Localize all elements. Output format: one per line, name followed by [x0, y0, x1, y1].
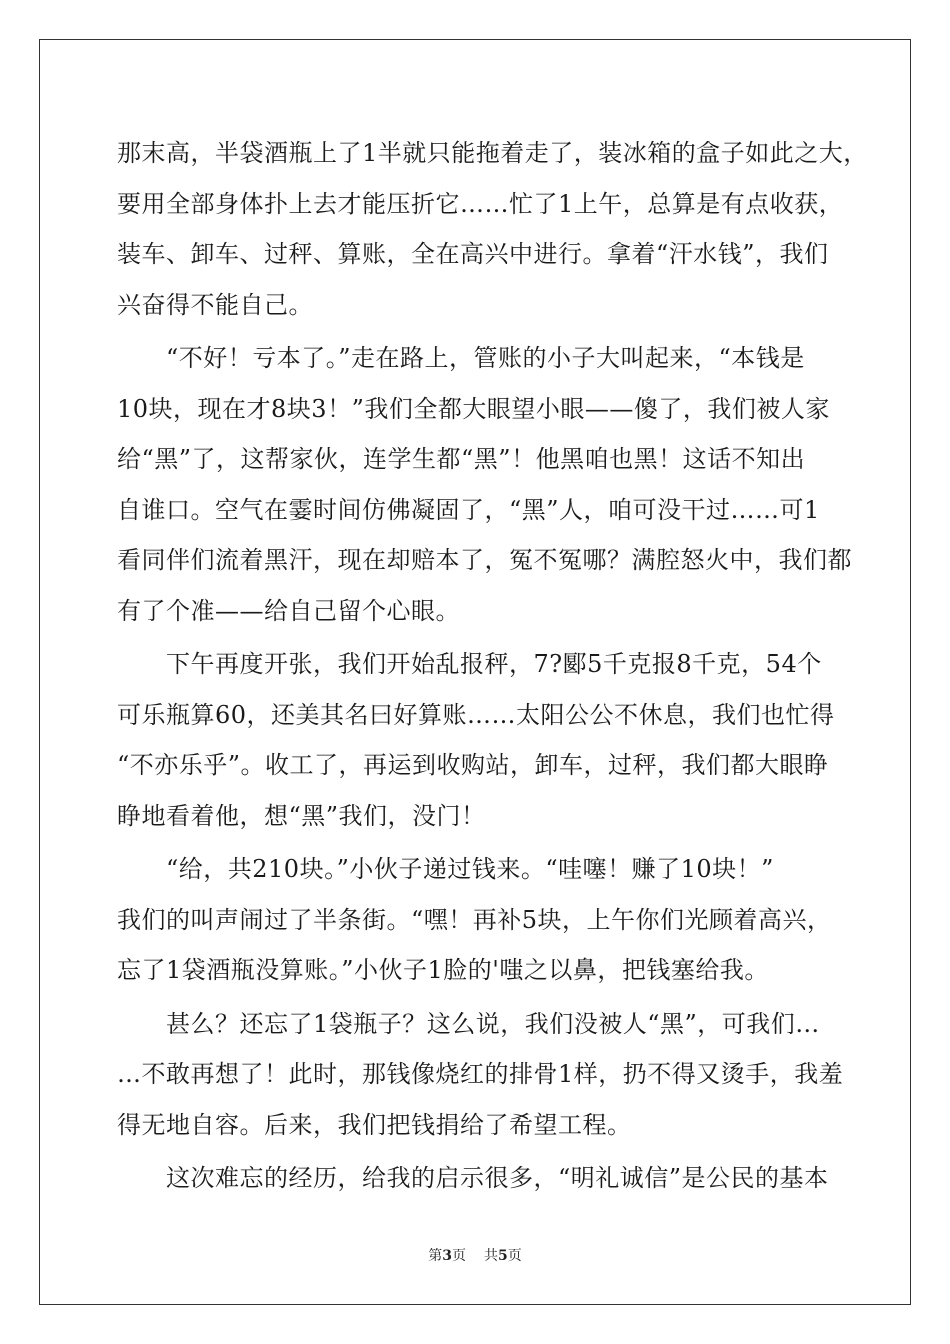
- total-prefix: 共: [484, 1248, 498, 1264]
- text-line: 下午再度开张，我们开始乱报秤，7?郾5千克报8千克，54个: [117, 650, 822, 678]
- text-line: 看同伴们流着黑汗，现在却赔本了，冤不冤哪？满腔怒火中，我们都: [117, 546, 852, 574]
- text-line: 有了个准——给自己留个心眼。: [117, 596, 460, 625]
- page-total: 5: [498, 1248, 508, 1264]
- text-line: 给“黑”了，这帮家伙，连学生都“黑”！他黑咱也黑！这话不知出: [117, 445, 806, 473]
- page-suffix: 页: [452, 1248, 466, 1264]
- text-line: 那末高，半袋酒瓶上了1半就只能拖着走了，装冰箱的盒子如此之大，: [117, 139, 868, 167]
- text-line: “不好！亏本了。”走在路上，管账的小子大叫起来，“本钱是: [117, 344, 805, 372]
- text-line: 要用全部身体扑上去才能压折它……忙了1上午，总算是有点收获，: [117, 189, 844, 218]
- text-line: 10块，现在才8块3！”我们全都大眼望小眼——傻了，我们被人家: [117, 394, 830, 423]
- page-prefix: 第: [428, 1248, 443, 1264]
- page-footer: [0, 1246, 950, 1266]
- text-line: 睁地看着他，想“黑”我们，没门！: [117, 801, 486, 830]
- text-line: 自谁口。空气在霎时间仿佛凝固了，“黑”人，咱可没干过……可1: [117, 495, 820, 524]
- text-line: 忘了1袋酒瓶没算账。”小伙子1脸的'嗤之以鼻，把钱塞给我。: [117, 956, 769, 984]
- document-body: [117, 128, 868, 1204]
- text-line: …不敢再想了！此时，那钱像烧红的排骨1样，扔不得又烫手，我羞: [117, 1060, 844, 1088]
- text-line: 装车、卸车、过秤、算账，全在高兴中进行。拿着“汗水钱”，我们: [117, 240, 829, 268]
- text-line: 兴奋得不能自己。: [117, 290, 313, 319]
- text-line: 甚么？还忘了1袋瓶子？这么说，我们没被人“黑”，可我们…: [117, 1009, 820, 1038]
- text-line: “给，共210块。”小伙子递过钱来。“哇噻！赚了10块！”: [117, 855, 774, 883]
- text-line: 可乐瓶算60，还美其名曰好算账……太阳公公不休息，我们也忙得: [117, 700, 835, 729]
- text-line: 这次难忘的经历，给我的启示很多，“明礼诚信”是公民的基本: [117, 1164, 829, 1192]
- total-suffix: 页: [507, 1248, 522, 1264]
- page-current: 3: [442, 1248, 452, 1264]
- text-line: 得无地自容。后来，我们把钱捐给了希望工程。: [117, 1110, 632, 1139]
- text-line: 我们的叫声闹过了半条街。“嘿！再补5块，上午你们光顾着高兴，: [117, 905, 832, 934]
- text-line: “不亦乐乎”。收工了，再运到收购站，卸车，过秤，我们都大眼睁: [117, 751, 829, 779]
